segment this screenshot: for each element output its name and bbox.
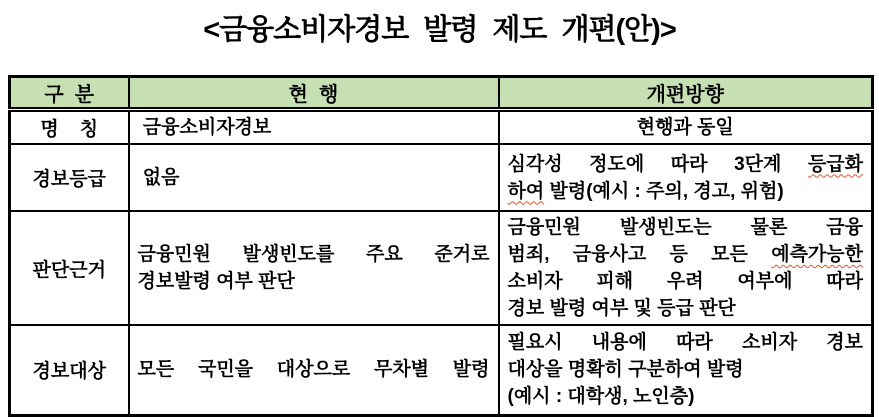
row-label-cell: 경보대상 (10, 325, 129, 415)
cell-line: 모든 국민을 대상으로 무차별 발령 (137, 359, 490, 381)
table-row-name (10, 110, 873, 145)
cell-line: 심각성 정도에 따라 3단계 등급화 (507, 153, 863, 175)
table-header-row (10, 77, 873, 110)
spellcheck-underline: 등급화 (807, 153, 863, 175)
table-row-alert-target (10, 325, 873, 415)
cell-line: 없음 (137, 167, 180, 188)
cell-line: 현행과 동일 (636, 117, 734, 138)
cell-line: 소비자 피해 우려 여부에 따라 (507, 271, 863, 292)
column-header-category: 구 분 (10, 77, 129, 110)
row-label-cell: 명 칭 (10, 110, 129, 145)
reform-cell (499, 144, 873, 211)
current-cell (129, 211, 499, 325)
current-cell (129, 144, 499, 211)
table-row-alert-grade (10, 144, 873, 211)
cell-line: 경보 발령 여부 및 등급 판단 (507, 298, 736, 319)
spellcheck-underline: 예측가능한 (771, 244, 863, 265)
comparison-table (8, 75, 874, 417)
cell-line: 경보발령 여부 판단 (137, 271, 295, 292)
cell-line: 대상을 명확히 구분하여 발령 (507, 359, 744, 381)
column-header-reform: 개편방향 (499, 77, 873, 110)
spellcheck-underline: 하여 (507, 180, 545, 202)
current-cell (129, 325, 499, 415)
current-cell (129, 110, 499, 145)
cell-line: 금융소비자경보 (137, 117, 272, 138)
reform-cell (499, 110, 873, 145)
cell-line: 금융민원 발생빈도는 물론 금융 (507, 217, 863, 238)
reform-cell (499, 325, 873, 415)
column-header-current: 현 행 (129, 77, 499, 110)
cell-line: 금융민원 발생빈도를 주요 준거로 (137, 244, 490, 265)
cell-line: (예시 : 대학생, 노인층) (507, 386, 695, 408)
table-row-judgement-basis (10, 211, 873, 325)
page-title: <금융소비자경보 발령 제도 개편(안)> (203, 14, 676, 46)
cell-line: 필요시 내용에 따라 소비자 경보 (507, 332, 863, 354)
cell-line: 하여 발령(예시 : 주의, 경고, 위험) (507, 180, 784, 202)
row-label-cell: 판단근거 (10, 211, 129, 325)
row-label-cell: 경보등급 (10, 144, 129, 211)
cell-line: 범죄, 금융사고 등 모든 예측가능한 (507, 244, 863, 265)
reform-cell (499, 211, 873, 325)
